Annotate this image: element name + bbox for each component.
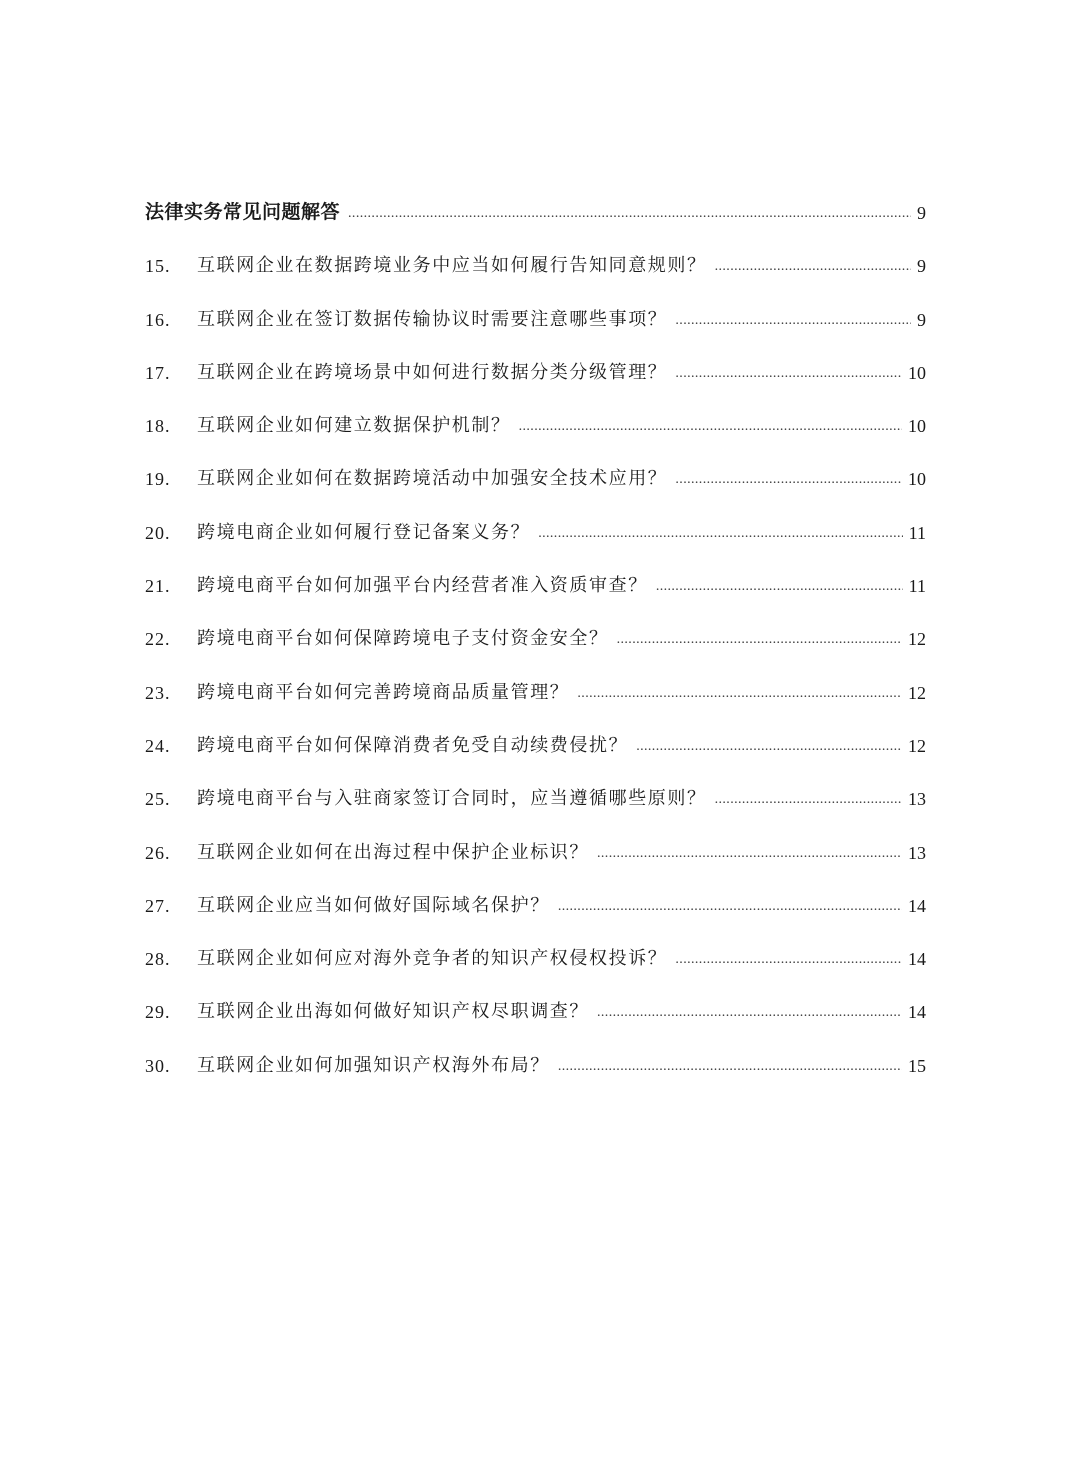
toc-entry[interactable] bbox=[145, 617, 926, 650]
toc-entry[interactable] bbox=[145, 670, 926, 703]
toc-page-number: 13 bbox=[908, 789, 926, 810]
toc-entry-title: 互联网企业如何在出海过程中保护企业标识？ bbox=[197, 841, 589, 863]
toc-entry-title: 互联网企业在签订数据传输协议时需要注意哪些事项？ bbox=[197, 308, 668, 330]
toc-page-number: 15 bbox=[908, 1055, 926, 1076]
toc-entry[interactable] bbox=[145, 830, 926, 863]
dot-leader bbox=[558, 900, 902, 914]
toc-entry-title: 跨境电商企业如何履行登记备案义务？ bbox=[197, 521, 531, 543]
table-of-contents bbox=[145, 190, 926, 1097]
toc-entry[interactable] bbox=[145, 724, 926, 757]
toc-page-number: 9 bbox=[917, 203, 926, 223]
toc-entry-title: 跨境电商平台与入驻商家签订合同时，应当遵循哪些原则？ bbox=[197, 788, 707, 810]
toc-page-number: 9 bbox=[917, 256, 926, 277]
toc-entry-title: 跨境电商平台如何保障消费者免受自动续费侵扰？ bbox=[197, 734, 629, 756]
toc-entry[interactable] bbox=[145, 297, 926, 330]
toc-page-number: 13 bbox=[908, 842, 926, 863]
toc-entry-number: 28. bbox=[145, 949, 171, 970]
toc-entry[interactable] bbox=[145, 777, 926, 810]
toc-entry-title: 互联网企业如何应对海外竞争者的知识产权侵权投诉？ bbox=[197, 948, 668, 970]
toc-entry-title: 跨境电商平台如何完善跨境商品质量管理？ bbox=[197, 681, 570, 703]
toc-entry-number: 29. bbox=[145, 1002, 171, 1023]
toc-entry-number: 16. bbox=[145, 309, 171, 330]
dot-leader bbox=[617, 633, 902, 647]
toc-entry-number: 23. bbox=[145, 682, 171, 703]
toc-entry[interactable] bbox=[145, 510, 926, 543]
toc-page-number: 12 bbox=[908, 735, 926, 756]
toc-entry[interactable] bbox=[145, 244, 926, 277]
toc-page-number: 10 bbox=[908, 469, 926, 490]
toc-entry-number: 17. bbox=[145, 362, 171, 383]
toc-entry[interactable] bbox=[145, 990, 926, 1023]
toc-entry-number: 21. bbox=[145, 576, 171, 597]
toc-entry-title: 互联网企业在跨境场景中如何进行数据分类分级管理？ bbox=[197, 361, 668, 383]
dot-leader bbox=[577, 687, 902, 701]
toc-entry-number: 24. bbox=[145, 735, 171, 756]
toc-entry-title: 互联网企业在数据跨境业务中应当如何履行告知同意规则？ bbox=[197, 255, 707, 277]
toc-entry[interactable] bbox=[145, 351, 926, 384]
toc-page-number: 12 bbox=[908, 682, 926, 703]
dot-leader bbox=[636, 740, 902, 754]
dot-leader bbox=[558, 1060, 902, 1074]
dot-leader bbox=[538, 527, 902, 541]
dot-leader bbox=[675, 473, 902, 487]
toc-entry-number: 19. bbox=[145, 469, 171, 490]
toc-page-number: 11 bbox=[908, 522, 926, 543]
dot-leader bbox=[675, 314, 911, 328]
toc-entry-title: 互联网企业如何建立数据保护机制？ bbox=[197, 415, 511, 437]
toc-entry[interactable] bbox=[145, 884, 926, 917]
toc-section-title: 法律实务常见问题解答 bbox=[145, 201, 341, 223]
toc-items bbox=[145, 244, 926, 1077]
dot-leader bbox=[519, 420, 902, 434]
dot-leader bbox=[597, 847, 902, 861]
toc-entry-number: 27. bbox=[145, 895, 171, 916]
toc-page-number: 10 bbox=[908, 362, 926, 383]
toc-entry-title: 互联网企业如何加强知识产权海外布局？ bbox=[197, 1054, 550, 1076]
toc-entry-title: 跨境电商平台如何加强平台内经营者准入资质审查？ bbox=[197, 575, 648, 597]
dot-leader bbox=[675, 953, 902, 967]
dot-leader bbox=[715, 260, 911, 274]
toc-page-number: 10 bbox=[908, 416, 926, 437]
toc-entry-number: 30. bbox=[145, 1055, 171, 1076]
toc-entry-number: 26. bbox=[145, 842, 171, 863]
toc-page-number: 14 bbox=[908, 949, 926, 970]
toc-entry-title: 互联网企业应当如何做好国际域名保护？ bbox=[197, 894, 550, 916]
toc-entry[interactable] bbox=[145, 1043, 926, 1076]
dot-leader bbox=[675, 367, 902, 381]
toc-entry[interactable] bbox=[145, 937, 926, 970]
dot-leader bbox=[656, 580, 903, 594]
toc-entry-title: 互联网企业如何在数据跨境活动中加强安全技术应用？ bbox=[197, 468, 668, 490]
toc-entry[interactable] bbox=[145, 564, 926, 597]
dot-leader bbox=[715, 793, 902, 807]
dot-leader bbox=[348, 207, 911, 221]
toc-page-number: 14 bbox=[908, 1002, 926, 1023]
toc-entry[interactable] bbox=[145, 457, 926, 490]
toc-page-number: 11 bbox=[908, 576, 926, 597]
toc-entry-number: 20. bbox=[145, 522, 171, 543]
toc-entry-number: 25. bbox=[145, 789, 171, 810]
toc-entry-number: 15. bbox=[145, 256, 171, 277]
toc-entry-title: 跨境电商平台如何保障跨境电子支付资金安全？ bbox=[197, 628, 609, 650]
toc-section-heading[interactable] bbox=[145, 190, 926, 224]
toc-entry[interactable] bbox=[145, 404, 926, 437]
toc-entry-title: 互联网企业出海如何做好知识产权尽职调查？ bbox=[197, 1001, 589, 1023]
toc-page-number: 9 bbox=[917, 309, 926, 330]
toc-entry-number: 22. bbox=[145, 629, 171, 650]
dot-leader bbox=[597, 1006, 902, 1020]
toc-entry-number: 18. bbox=[145, 416, 171, 437]
toc-page-number: 14 bbox=[908, 895, 926, 916]
toc-page-number: 12 bbox=[908, 629, 926, 650]
